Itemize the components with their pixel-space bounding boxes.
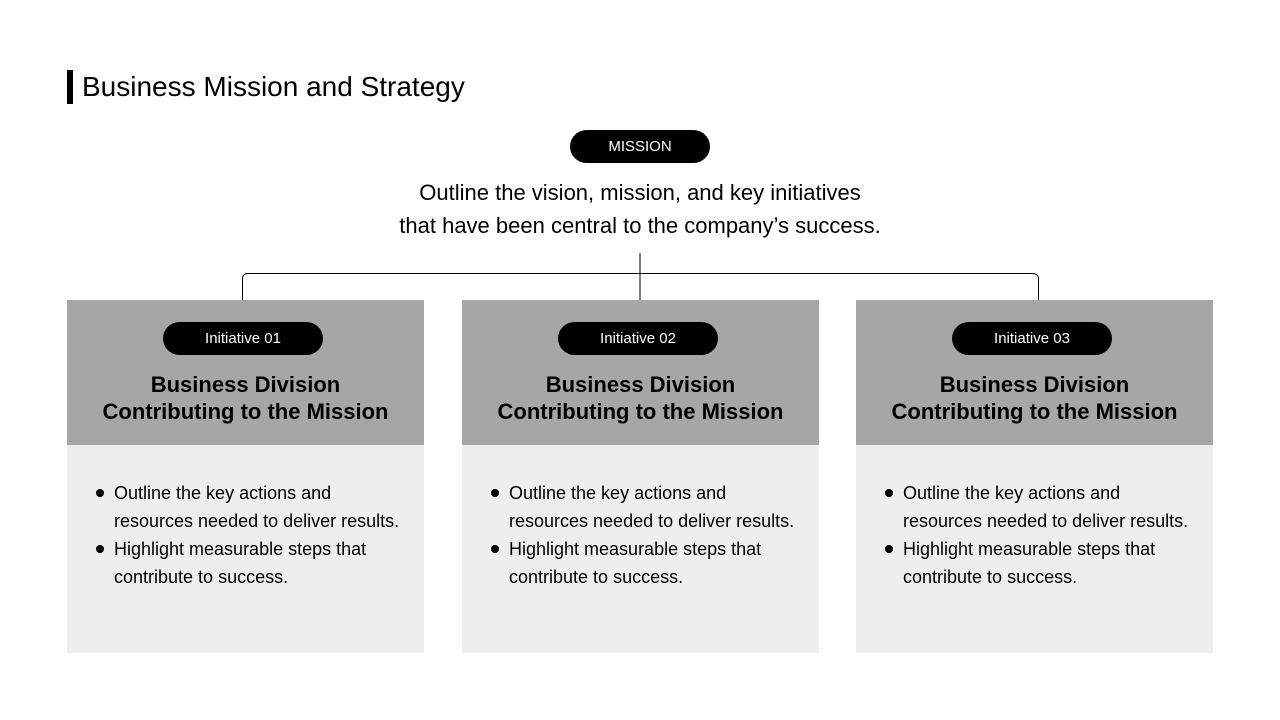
initiative-title-line-1: Business Division <box>150 372 341 397</box>
initiative-card-header <box>462 300 819 445</box>
initiative-card-body <box>856 445 1213 653</box>
initiative-title-line-2: Contributing to the Mission <box>102 399 389 424</box>
initiative-bullet: Highlight measurable steps that contribute to success. <box>883 535 1193 591</box>
initiative-card-body <box>67 445 424 653</box>
initiative-title-line-2: Contributing to the Mission <box>497 399 784 424</box>
initiative-card-body <box>462 445 819 653</box>
mission-statement-line-2: that have been central to the company’s success. <box>399 213 881 238</box>
initiative-card-header <box>856 300 1213 445</box>
initiative-bullet: Highlight measurable steps that contribute to success. <box>489 535 799 591</box>
initiative-bullet: Outline the key actions and resources needed to deliver results. <box>489 479 799 535</box>
initiative-card-2 <box>462 300 819 653</box>
initiative-title <box>856 371 1213 425</box>
title-accent-bar <box>67 70 73 104</box>
initiative-bullet-list <box>883 479 1193 591</box>
initiative-title <box>462 371 819 425</box>
initiative-badge: Initiative 01 <box>163 322 323 355</box>
initiative-bullet-list <box>489 479 799 591</box>
initiative-card-1 <box>67 300 424 653</box>
initiative-title <box>67 371 424 425</box>
mission-statement-line-1: Outline the vision, mission, and key initiatives <box>419 180 861 205</box>
initiative-title-line-2: Contributing to the Mission <box>891 399 1178 424</box>
initiative-title-line-1: Business Division <box>545 372 736 397</box>
initiative-bullet: Outline the key actions and resources needed to deliver results. <box>94 479 404 535</box>
initiative-card-header <box>67 300 424 445</box>
initiative-badge: Initiative 02 <box>558 322 718 355</box>
mission-statement <box>340 176 940 242</box>
initiative-bullet-list <box>94 479 404 591</box>
mission-badge: MISSION <box>570 130 710 163</box>
initiative-bullet: Highlight measurable steps that contribute to success. <box>94 535 404 591</box>
initiative-bullet: Outline the key actions and resources needed to deliver results. <box>883 479 1193 535</box>
initiative-badge: Initiative 03 <box>952 322 1112 355</box>
initiative-card-3 <box>856 300 1213 653</box>
connector-branch <box>243 274 1039 301</box>
initiative-title-line-1: Business Division <box>939 372 1130 397</box>
page-title: Business Mission and Strategy <box>82 71 465 102</box>
